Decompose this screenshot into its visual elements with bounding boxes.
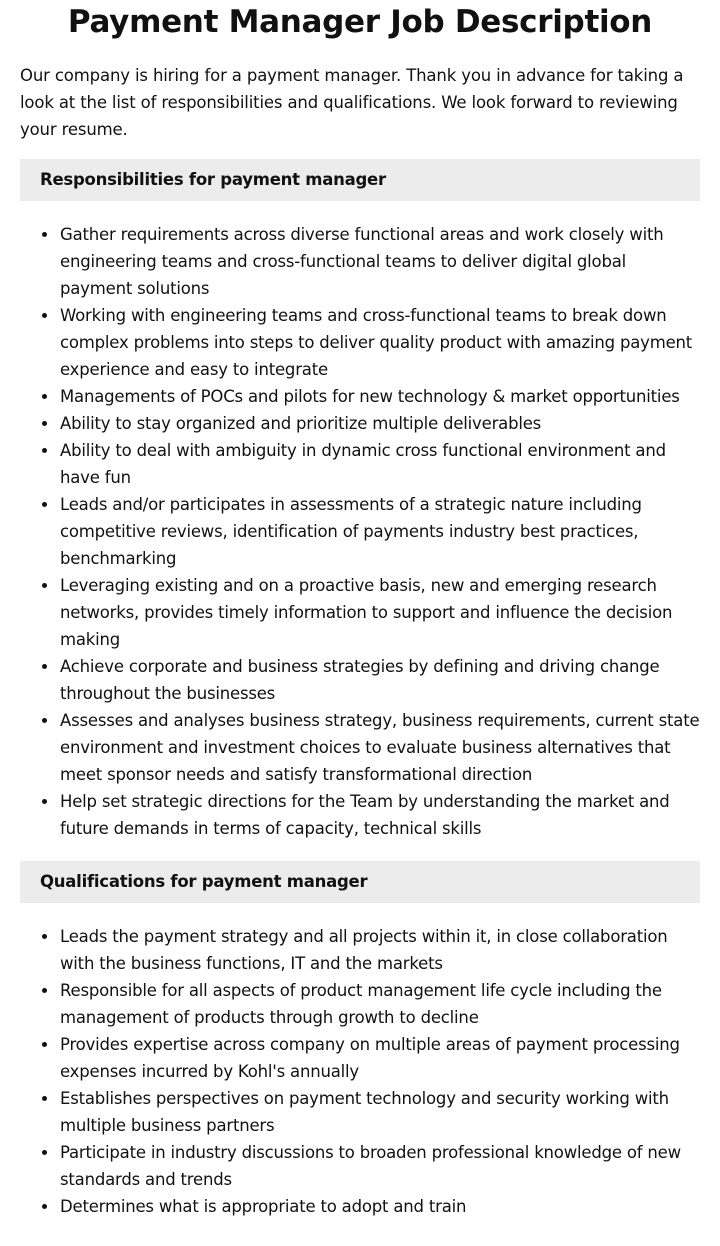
- list-item: Participate in industry discussions to broaden professional knowledge of new standards and trends: [60, 1139, 700, 1193]
- responsibilities-list: [20, 221, 700, 842]
- list-item: Achieve corporate and business strategies by defining and driving change throughout the businesses: [60, 653, 700, 707]
- page-title: Payment Manager Job Description: [67, 4, 653, 40]
- qualifications-list: [20, 923, 700, 1220]
- list-item: Ability to stay organized and prioritize multiple deliverables: [60, 410, 700, 437]
- list-item: Help set strategic directions for the Team by understanding the market and future demands in terms of capacity, technical skills: [60, 788, 700, 842]
- list-item: Leveraging existing and on a proactive basis, new and emerging research networks, provides timely information to support and influence the decision making: [60, 572, 700, 653]
- list-item: Establishes perspectives on payment technology and security working with multiple business partners: [60, 1085, 700, 1139]
- list-item: Leads the payment strategy and all projects within it, in close collaboration with the business functions, IT and the markets: [60, 923, 700, 977]
- qualifications-heading: Qualifications for payment manager: [20, 861, 700, 903]
- list-item: Determines what is appropriate to adopt and train: [60, 1193, 700, 1220]
- list-item: Gather requirements across diverse functional areas and work closely with engineering teams and cross-functional teams to deliver digital global payment solutions: [60, 221, 700, 302]
- list-item: Leads and/or participates in assessments of a strategic nature including competitive reviews, identification of payments industry best practices, benchmarking: [60, 491, 700, 572]
- list-item: Responsible for all aspects of product management life cycle including the management of products through growth to decline: [60, 977, 700, 1031]
- intro-paragraph: Our company is hiring for a payment manager. Thank you in advance for taking a look at the list of responsibilities and qualifications. We look forward to reviewing your resume.: [20, 66, 684, 139]
- responsibilities-heading: Responsibilities for payment manager: [20, 159, 700, 201]
- list-item: Assesses and analyses business strategy, business requirements, current state environment and investment choices to evaluate business alternatives that meet sponsor needs and satisfy transformational direction: [60, 707, 700, 788]
- list-item: Managements of POCs and pilots for new technology & market opportunities: [60, 383, 700, 410]
- list-item: Working with engineering teams and cross-functional teams to break down complex problems into steps to deliver quality product with amazing payment experience and easy to integrate: [60, 302, 700, 383]
- list-item: Ability to deal with ambiguity in dynamic cross functional environment and have fun: [60, 437, 700, 491]
- list-item: Provides expertise across company on multiple areas of payment processing expenses incurred by Kohl's annually: [60, 1031, 700, 1085]
